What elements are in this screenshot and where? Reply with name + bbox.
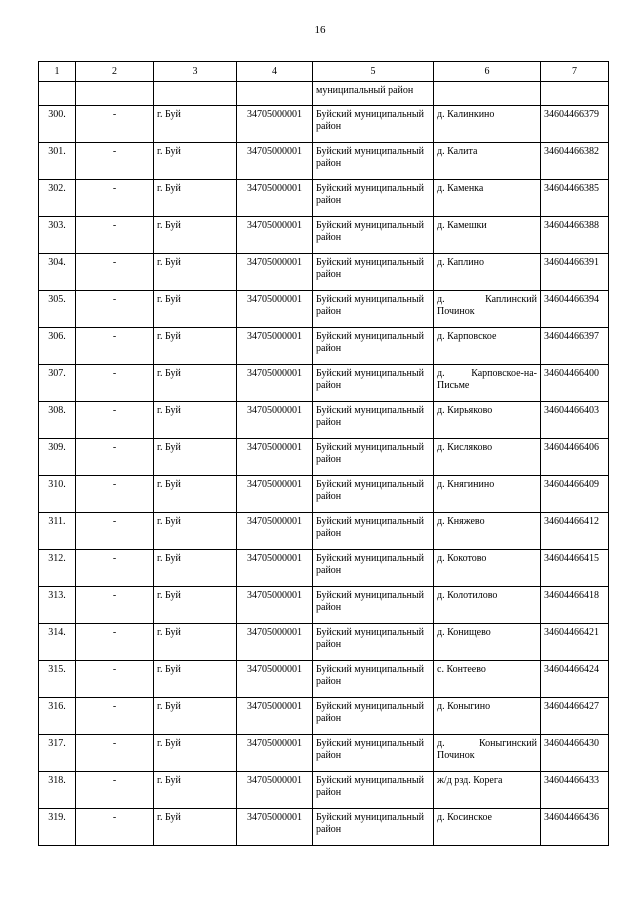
column-header: 2 [76, 62, 154, 82]
okato-code-cell: 34705000001 [237, 735, 313, 772]
city-cell: г. Буй [154, 624, 237, 661]
row-number-cell: 309. [39, 439, 76, 476]
settlement-cell: д. Княгинино [434, 476, 541, 513]
dash-cell: - [76, 587, 154, 624]
dash-cell: - [76, 661, 154, 698]
district-cell: Буйский муниципальный район [313, 550, 434, 587]
oktmo-code-cell: 34604466385 [541, 180, 609, 217]
okato-code-cell: 34705000001 [237, 328, 313, 365]
table-row [39, 772, 609, 809]
dash-cell: - [76, 735, 154, 772]
dash-cell: - [76, 106, 154, 143]
oktmo-code-cell: 34604466409 [541, 476, 609, 513]
okato-code-cell: 34705000001 [237, 624, 313, 661]
oktmo-code-cell: 34604466412 [541, 513, 609, 550]
dash-cell: - [76, 698, 154, 735]
district-cell: Буйский муниципальный район [313, 217, 434, 254]
okato-code-cell: 34705000001 [237, 513, 313, 550]
row-number-cell: 318. [39, 772, 76, 809]
settlement-cell: д. Карповское [434, 328, 541, 365]
table-row [39, 291, 609, 328]
table-row [39, 476, 609, 513]
table-body [39, 62, 609, 846]
okato-code-cell: 34705000001 [237, 365, 313, 402]
column-header: 4 [237, 62, 313, 82]
row-number-cell: 315. [39, 661, 76, 698]
table-row [39, 439, 609, 476]
settlement-cell: д. Кокотово [434, 550, 541, 587]
oktmo-code-cell: 34604466415 [541, 550, 609, 587]
oktmo-code-cell: 34604466424 [541, 661, 609, 698]
city-cell: г. Буй [154, 772, 237, 809]
settlement-cell: д. Калинкино [434, 106, 541, 143]
district-cell: Буйский муниципальный район [313, 587, 434, 624]
okato-code-cell: 34705000001 [237, 772, 313, 809]
table-cell [434, 82, 541, 106]
okato-code-cell: 34705000001 [237, 550, 313, 587]
okato-code-cell: 34705000001 [237, 180, 313, 217]
column-header: 3 [154, 62, 237, 82]
dash-cell: - [76, 772, 154, 809]
header-row [39, 62, 609, 82]
city-cell: г. Буй [154, 254, 237, 291]
city-cell: г. Буй [154, 476, 237, 513]
row-number-cell: 304. [39, 254, 76, 291]
row-number-cell: 306. [39, 328, 76, 365]
column-header: 6 [434, 62, 541, 82]
district-cell: Буйский муниципальный район [313, 328, 434, 365]
row-number-cell: 319. [39, 809, 76, 846]
district-cell: муниципальный район [313, 82, 434, 106]
table-row [39, 217, 609, 254]
row-number-cell: 312. [39, 550, 76, 587]
table-row [39, 328, 609, 365]
page-number: 16 [314, 24, 326, 36]
city-cell: г. Буй [154, 513, 237, 550]
city-cell: г. Буй [154, 809, 237, 846]
city-cell: г. Буй [154, 402, 237, 439]
district-cell: Буйский муниципальный район [313, 661, 434, 698]
city-cell: г. Буй [154, 328, 237, 365]
okato-code-cell: 34705000001 [237, 809, 313, 846]
settlement-cell: д. Кирьяково [434, 402, 541, 439]
dash-cell: - [76, 439, 154, 476]
city-cell: г. Буй [154, 217, 237, 254]
settlement-cell: д. Княжево [434, 513, 541, 550]
city-cell: г. Буй [154, 143, 237, 180]
okato-code-cell: 34705000001 [237, 476, 313, 513]
district-cell: Буйский муниципальный район [313, 291, 434, 328]
row-number-cell: 317. [39, 735, 76, 772]
row-number-cell: 305. [39, 291, 76, 328]
oktmo-code-cell: 34604466421 [541, 624, 609, 661]
dash-cell: - [76, 143, 154, 180]
okato-code-cell: 34705000001 [237, 143, 313, 180]
settlement-cell: д. Каплинский Починок [434, 291, 541, 328]
row-number-cell: 303. [39, 217, 76, 254]
district-cell: Буйский муниципальный район [313, 772, 434, 809]
table-row [39, 624, 609, 661]
dash-cell: - [76, 291, 154, 328]
settlement-cell: д. Конищево [434, 624, 541, 661]
settlement-cell: д. Калита [434, 143, 541, 180]
table-row [39, 661, 609, 698]
settlement-cell: д. Колотилово [434, 587, 541, 624]
settlement-cell: д. Коныгино [434, 698, 541, 735]
city-cell: г. Буй [154, 587, 237, 624]
row-number-cell: 307. [39, 365, 76, 402]
table-cell [541, 82, 609, 106]
okato-code-cell: 34705000001 [237, 587, 313, 624]
district-cell: Буйский муниципальный район [313, 476, 434, 513]
table-row [39, 550, 609, 587]
city-cell: г. Буй [154, 291, 237, 328]
oktmo-code-cell: 34604466388 [541, 217, 609, 254]
okato-code-cell: 34705000001 [237, 106, 313, 143]
district-cell: Буйский муниципальный район [313, 698, 434, 735]
settlement-cell: д. Карповское-на-Письме [434, 365, 541, 402]
settlement-cell: д. Каменка [434, 180, 541, 217]
district-cell: Буйский муниципальный район [313, 624, 434, 661]
district-cell: Буйский муниципальный район [313, 402, 434, 439]
dash-cell: - [76, 365, 154, 402]
column-header: 5 [313, 62, 434, 82]
dash-cell: - [76, 476, 154, 513]
okato-code-cell: 34705000001 [237, 291, 313, 328]
district-cell: Буйский муниципальный район [313, 254, 434, 291]
oktmo-code-cell: 34604466379 [541, 106, 609, 143]
oktmo-code-cell: 34604466391 [541, 254, 609, 291]
row-number-cell: 308. [39, 402, 76, 439]
table-row [39, 106, 609, 143]
dash-cell: - [76, 809, 154, 846]
city-cell: г. Буй [154, 106, 237, 143]
district-cell: Буйский муниципальный район [313, 143, 434, 180]
settlement-cell: д. Каплино [434, 254, 541, 291]
settlements-table [38, 61, 609, 846]
okato-code-cell: 34705000001 [237, 439, 313, 476]
okato-code-cell: 34705000001 [237, 661, 313, 698]
dash-cell: - [76, 624, 154, 661]
settlement-cell: д. Камешки [434, 217, 541, 254]
table-row [39, 698, 609, 735]
table-cell [237, 82, 313, 106]
city-cell: г. Буй [154, 439, 237, 476]
city-cell: г. Буй [154, 661, 237, 698]
oktmo-code-cell: 34604466394 [541, 291, 609, 328]
settlement-cell: д. Коныгинский Починок [434, 735, 541, 772]
table-row [39, 735, 609, 772]
district-cell: Буйский муниципальный район [313, 513, 434, 550]
district-cell: Буйский муниципальный район [313, 735, 434, 772]
city-cell: г. Буй [154, 550, 237, 587]
oktmo-code-cell: 34604466436 [541, 809, 609, 846]
table-row [39, 513, 609, 550]
row-number-cell: 302. [39, 180, 76, 217]
district-cell: Буйский муниципальный район [313, 106, 434, 143]
oktmo-code-cell: 34604466406 [541, 439, 609, 476]
row-number-cell: 316. [39, 698, 76, 735]
row-number-cell: 311. [39, 513, 76, 550]
column-header: 7 [541, 62, 609, 82]
dash-cell: - [76, 513, 154, 550]
table-row [39, 809, 609, 846]
oktmo-code-cell: 34604466403 [541, 402, 609, 439]
dash-cell: - [76, 402, 154, 439]
row-number-cell: 310. [39, 476, 76, 513]
district-cell: Буйский муниципальный район [313, 365, 434, 402]
oktmo-code-cell: 34604466433 [541, 772, 609, 809]
city-cell: г. Буй [154, 698, 237, 735]
dash-cell: - [76, 550, 154, 587]
table-cell [76, 82, 154, 106]
city-cell: г. Буй [154, 735, 237, 772]
district-cell: Буйский муниципальный район [313, 180, 434, 217]
dash-cell: - [76, 328, 154, 365]
settlement-cell: д. Косинское [434, 809, 541, 846]
oktmo-code-cell: 34604466397 [541, 328, 609, 365]
district-cell: Буйский муниципальный район [313, 439, 434, 476]
oktmo-code-cell: 34604466418 [541, 587, 609, 624]
oktmo-code-cell: 34604466430 [541, 735, 609, 772]
okato-code-cell: 34705000001 [237, 217, 313, 254]
okato-code-cell: 34705000001 [237, 254, 313, 291]
table-row [39, 143, 609, 180]
settlement-cell: с. Контеево [434, 661, 541, 698]
dash-cell: - [76, 254, 154, 291]
table-cell [154, 82, 237, 106]
row-number-cell: 300. [39, 106, 76, 143]
table-row [39, 402, 609, 439]
oktmo-code-cell: 34604466400 [541, 365, 609, 402]
dash-cell: - [76, 217, 154, 254]
continuation-row [39, 82, 609, 106]
table-cell [39, 82, 76, 106]
city-cell: г. Буй [154, 180, 237, 217]
table-row [39, 587, 609, 624]
column-header: 1 [39, 62, 76, 82]
okato-code-cell: 34705000001 [237, 402, 313, 439]
oktmo-code-cell: 34604466427 [541, 698, 609, 735]
settlement-cell: ж/д рзд. Корега [434, 772, 541, 809]
table-row [39, 254, 609, 291]
okato-code-cell: 34705000001 [237, 698, 313, 735]
table-row [39, 365, 609, 402]
city-cell: г. Буй [154, 365, 237, 402]
row-number-cell: 314. [39, 624, 76, 661]
row-number-cell: 313. [39, 587, 76, 624]
row-number-cell: 301. [39, 143, 76, 180]
dash-cell: - [76, 180, 154, 217]
settlement-cell: д. Кисляково [434, 439, 541, 476]
oktmo-code-cell: 34604466382 [541, 143, 609, 180]
district-cell: Буйский муниципальный район [313, 809, 434, 846]
table-row [39, 180, 609, 217]
